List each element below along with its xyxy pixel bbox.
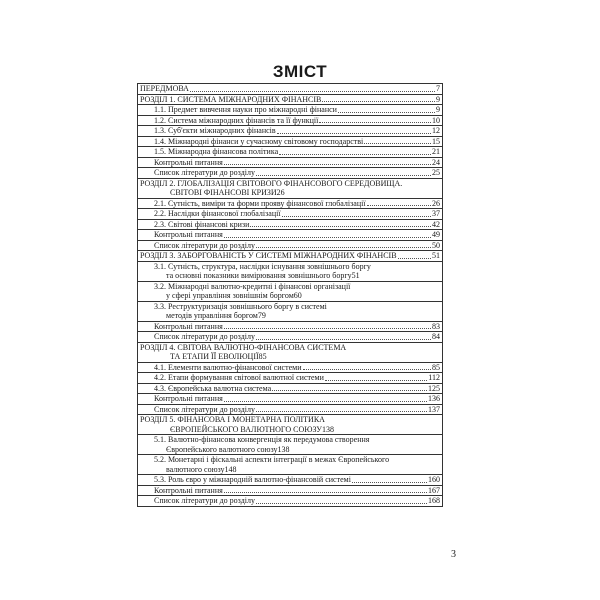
toc-entry <box>138 321 443 332</box>
toc-entry-title-line1: РОЗДІЛ 4. СВІТОВА ВАЛЮТНО-ФІНАНСОВА СИСТЕМА <box>140 342 347 352</box>
toc-entry <box>138 147 443 158</box>
toc-entry <box>138 105 443 116</box>
toc-entry-title: Список літератури до розділу <box>154 496 255 505</box>
dot-leader <box>319 122 431 123</box>
toc-cell <box>138 105 443 116</box>
toc-entry-title: 1.4. Міжнародні фінанси у сучасному світовому господарстві <box>154 136 364 146</box>
toc-entry-title: СВІТОВІ ФІНАНСОВІ КРИЗИ <box>170 188 277 197</box>
toc-entry-title: у сфері управління зовнішнім боргом <box>166 291 294 300</box>
toc-entry-page: 7 <box>436 84 440 93</box>
toc-entry <box>138 332 443 343</box>
toc-entry-page: 79 <box>257 311 266 320</box>
toc-entry-title-line1: 5.1. Валютно-фінансова конвергенція як передумова створення <box>154 435 370 444</box>
toc-entry <box>138 115 443 126</box>
toc-entry <box>138 383 443 394</box>
toc-cell <box>138 230 443 241</box>
toc-entry <box>138 362 443 373</box>
toc-cell <box>138 168 443 179</box>
toc-entry-page: 24 <box>432 157 440 167</box>
toc-cell <box>138 136 443 147</box>
toc-entry <box>138 373 443 384</box>
dot-leader <box>277 133 431 134</box>
toc-entry <box>138 209 443 220</box>
toc-entry-page: 9 <box>436 94 440 104</box>
toc-entry-title: 1.1. Предмет вивчення науки про міжнародні фінанси <box>154 105 337 114</box>
dot-leader <box>367 205 431 206</box>
toc-cell <box>138 496 443 507</box>
dot-leader <box>224 237 431 238</box>
toc-entry-title: ПЕРЕДМОВА <box>140 84 189 93</box>
toc-cell <box>138 455 443 475</box>
toc-cell <box>138 332 443 343</box>
toc-cell <box>138 209 443 220</box>
toc-cell <box>138 373 443 384</box>
dot-leader <box>279 154 431 155</box>
toc-entry-page: 26 <box>276 188 285 197</box>
toc-entry-page: 26 <box>432 198 440 208</box>
toc-entry <box>138 281 443 301</box>
dot-leader <box>303 369 432 370</box>
toc-entry-title: 2.2. Наслідки фінансової глобалізації <box>154 209 281 218</box>
toc-entry-page: 51 <box>351 271 360 280</box>
dot-leader <box>338 112 435 113</box>
toc-entry-title: Контрольні питання <box>154 485 223 495</box>
toc-entry-page: 60 <box>293 291 302 300</box>
dot-leader <box>224 492 427 493</box>
toc-entry-page: 15 <box>432 136 440 146</box>
toc-entry-title-line1: РОЗДІЛ 5. ФІНАНСОВА І МОНЕТАРНА ПОЛІТИКА <box>140 415 325 424</box>
dot-leader <box>250 226 431 227</box>
toc-entry-title: Список літератури до розділу <box>154 404 255 414</box>
toc-entry-title: 5.3. Роль євро у міжнародній валютно-фінансовій системі <box>154 475 351 484</box>
toc-entry-page: 51 <box>432 251 440 260</box>
toc-entry <box>138 126 443 137</box>
toc-entry-page: 83 <box>432 321 440 331</box>
dot-leader <box>282 216 431 217</box>
toc-entry <box>138 251 443 262</box>
toc-cell <box>138 404 443 415</box>
toc-entry-title: ТА ЕТАПИ ЇЇ ЕВОЛЮЦІЇ <box>170 352 259 361</box>
toc-entry <box>138 198 443 209</box>
toc-entry-page: 138 <box>321 424 334 434</box>
toc-entry <box>138 415 443 435</box>
toc-entry-page: 148 <box>224 464 237 474</box>
toc-cell <box>138 475 443 486</box>
toc-entry-page: 21 <box>432 147 440 156</box>
toc-entry <box>138 230 443 241</box>
dot-leader <box>364 143 431 144</box>
toc-entry-page: 125 <box>428 383 440 393</box>
toc-entry-page: 12 <box>432 126 440 135</box>
dot-leader <box>398 258 431 259</box>
toc-cell <box>138 362 443 373</box>
toc-cell <box>138 383 443 394</box>
toc-entry-title-line1: 3.3. Реструктуризація зовнішнього боргу в системі <box>154 301 327 311</box>
dot-leader <box>224 328 431 329</box>
toc-cell <box>138 394 443 405</box>
toc-entry-page: 9 <box>436 105 440 114</box>
page-title: ЗМІСТ <box>272 62 328 81</box>
toc-entry-title: валютного союзу <box>166 464 225 474</box>
toc-entry-title-line1: 3.2. Міжнародні валютно-кредитні і фінансові організації <box>154 281 351 291</box>
toc-entry <box>138 342 443 362</box>
toc-entry-title: 4.3. Європейська валютна система <box>154 383 272 393</box>
toc-cell <box>138 94 443 105</box>
table-of-contents <box>137 83 443 507</box>
dot-leader <box>325 380 427 381</box>
toc-entry <box>138 496 443 507</box>
dot-leader <box>190 91 435 92</box>
toc-cell <box>138 219 443 230</box>
toc-entry-page: 37 <box>432 209 440 218</box>
toc-cell <box>138 147 443 158</box>
toc-entry-page: 112 <box>428 373 440 382</box>
toc-entry <box>138 455 443 475</box>
dot-leader <box>352 482 427 483</box>
toc-cell <box>138 157 443 168</box>
toc-cell <box>138 415 443 435</box>
toc-entry-title: Контрольні питання <box>154 321 223 331</box>
toc-entry-page: 49 <box>432 230 440 239</box>
toc-cell <box>138 126 443 137</box>
toc-cell <box>138 301 443 321</box>
toc-entry-title: 1.5. Міжнародна фінансова політика <box>154 147 279 156</box>
toc-entry-title: 1.2. Система міжнародних фінансів та її функції <box>154 115 319 125</box>
toc-entry <box>138 485 443 496</box>
toc-entry-title-line1: РОЗДІЛ 2. ГЛОБАЛІЗАЦІЯ СВІТОВОГО ФІНАНСОВОГО СЕРЕДОВИЩА. <box>140 178 403 188</box>
toc-cell <box>138 115 443 126</box>
toc-entry-page: 42 <box>432 219 440 229</box>
toc-entry <box>138 301 443 321</box>
toc-cell <box>138 84 443 95</box>
dot-leader <box>256 175 431 176</box>
toc-entry <box>138 404 443 415</box>
toc-entry <box>138 261 443 281</box>
toc-cell <box>138 251 443 262</box>
toc-cell <box>138 261 443 281</box>
toc-entry-title: 4.2. Етапи формування світової валютної системи <box>154 373 324 382</box>
dot-leader <box>272 390 427 391</box>
toc-cell <box>138 485 443 496</box>
toc-entry <box>138 219 443 230</box>
toc-entry-page: 136 <box>428 394 440 403</box>
toc-entry <box>138 136 443 147</box>
toc-entry-page: 168 <box>428 496 440 505</box>
toc-entry-page: 167 <box>428 485 440 495</box>
toc-entry-title: РОЗДІЛ 3. ЗАБОРГОВАНІСТЬ У СИСТЕМІ МІЖНАРОДНИХ ФІНАНСІВ <box>140 251 397 260</box>
toc-entry-title: Список літератури до розділу <box>154 332 255 341</box>
toc-cell <box>138 178 443 198</box>
dot-leader <box>256 503 427 504</box>
toc-entry <box>138 394 443 405</box>
toc-entry-page: 10 <box>432 115 440 125</box>
dot-leader <box>322 101 435 102</box>
toc-entry-page: 85 <box>432 362 440 372</box>
toc-entry-title: Список літератури до розділу <box>154 168 255 177</box>
toc-entry-title: 2.1. Сутність, виміри та форми прояву фінансової глобалізації <box>154 198 366 208</box>
dot-leader <box>224 401 427 402</box>
toc-cell <box>138 240 443 251</box>
toc-entry-title: 1.3. Суб'єкти міжнародних фінансів <box>154 126 276 135</box>
toc-cell <box>138 281 443 301</box>
toc-entry-title: РОЗДІЛ 1. СИСТЕМА МІЖНАРОДНИХ ФІНАНСІВ <box>140 94 322 104</box>
toc-entry-title: 4.1. Елементи валютно-фінансової системи <box>154 362 302 372</box>
toc-entry-title-line1: 3.1. Сутність, структура, наслідки існування зовнішнього боргу <box>154 261 371 271</box>
toc-cell <box>138 198 443 209</box>
toc-entry-page: 85 <box>258 352 267 361</box>
toc-entry-page: 137 <box>428 404 440 414</box>
toc-entry-title-line1: 5.2. Монетарні і фіскальні аспекти інтеграції в межах Європейського <box>154 455 390 464</box>
toc-entry <box>138 475 443 486</box>
toc-entry <box>138 84 443 95</box>
toc-entry-title: Список літератури до розділу <box>154 240 255 250</box>
toc-entry <box>138 435 443 455</box>
toc-entry <box>138 94 443 105</box>
toc-entry <box>138 157 443 168</box>
dot-leader <box>256 339 431 340</box>
toc-entry-title: Контрольні питання <box>154 394 223 403</box>
dot-leader <box>256 411 427 412</box>
toc-entry-page: 84 <box>432 332 440 341</box>
toc-entry-page: 138 <box>277 444 290 454</box>
dot-leader <box>224 164 431 165</box>
toc-entry-title: Контрольні питання <box>154 230 223 239</box>
toc-entry-title: Європейського валютного союзу <box>166 444 278 454</box>
toc-cell <box>138 435 443 455</box>
dot-leader <box>256 247 431 248</box>
toc-cell <box>138 342 443 362</box>
toc-entry-title: Контрольні питання <box>154 157 223 167</box>
toc-entry-page: 50 <box>432 240 440 250</box>
toc-cell <box>138 321 443 332</box>
toc-entry-page: 25 <box>432 168 440 177</box>
page-number: 3 <box>451 549 456 560</box>
toc-entry-title: та основні показники вимірювання зовнішнього боргу <box>166 271 352 280</box>
toc-entry-title: методів управління боргом <box>166 311 258 320</box>
toc-entry-title: ЄВРОПЕЙСЬКОГО ВАЛЮТНОГО СОЮЗУ <box>170 424 322 434</box>
toc-entry-title: 2.3. Світові фінансові кризи <box>154 219 250 229</box>
toc-entry-page: 160 <box>428 475 440 484</box>
toc-entry <box>138 240 443 251</box>
toc-entry <box>138 168 443 179</box>
toc-entry <box>138 178 443 198</box>
